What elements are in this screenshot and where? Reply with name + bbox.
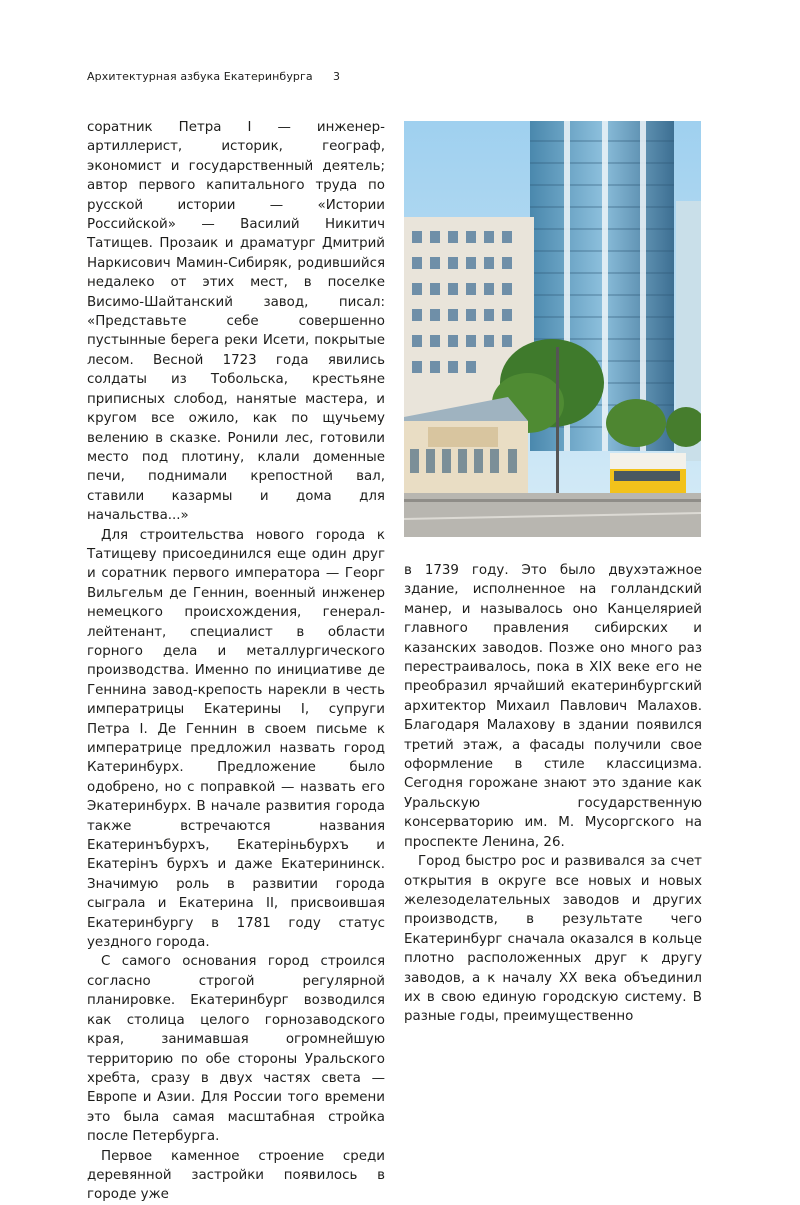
street-photo xyxy=(404,121,701,537)
paragraph: Город быстро рос и развивался за счет открытия в округе все новых и новых железоделательных заводов и других производств, в результате чего Екатеринбург сначала оказался в кольце плотно расположенных друг к другу заводов, а к началу XX века объединил их в свою единую городскую систему. В разные годы, преимущественно xyxy=(404,854,702,1025)
paragraph: соратник Петра I — инженер-артиллерист, историк, географ, экономист и государственный деятель; автор первого капитального труда по русской истории — «Истории Российской» — Василий Никитич Татищев. Прозаик и драматург Дмитрий Наркисович Мамин-Сибиряк, родившийся недалеко от этих мест, в поселке Висимо-Шайтанский завод, писал: «Представьте себе совершенно пустынные берега реки Исети, покрытые лесом. Весной 1723 года явились солдаты из Тобольска, крестьяне приписных слобод, нанятые мастера, и кругом все ожило, как по щучьему велению в сказке. Ронили лес, готовили место под плотину, клали доменные печи, поднимали крепостной вал, ставили казармы и дома для начальства...» xyxy=(87,120,385,524)
street-photo-illustration xyxy=(404,121,701,537)
paragraph: Первое каменное строение среди деревянной застройки появилось в городе уже xyxy=(87,1148,385,1203)
running-head: Архитектурная азбука Екатеринбурга xyxy=(87,70,313,83)
left-text-column xyxy=(87,118,385,1205)
page-number: 3 xyxy=(333,70,340,83)
paragraph: в 1739 году. Это было двухэтажное здание, исполненное на голландский манер, и называлось оно Канцелярией главного правления сибирских и казанских заводов. Позже оно много раз перестраивалось, пока в XIX веке его не преобразил ярчайший екатеринбургский архитектор Михаил Павлович Малахов. Благодаря Малахову в здании появился третий этаж, а фасады получили свое оформление в стиле классицизма. Сегодня горожане знают это здание как Уральскую государственную консерваторию им. М. Мусоргского на проспекте Ленина, 26. xyxy=(404,563,702,850)
right-text-column xyxy=(404,561,702,1027)
paragraph: С самого основания город строился согласно строгой регулярной планировке. Екатеринбург возводился как столица целого горнозаводского края, занимавшая огромнейшую территорию по обе стороны Уральского хребта, сразу в двух частях света — Европе и Азии. Для России того времени это была самая масштабная стройка после Петербурга. xyxy=(87,954,385,1145)
paragraph: Для строительства нового города к Татищеву присоединился еще один друг и соратник первого императора — Георг Вильгельм де Геннин, военный инженер немецкого происхождения, генерал-лейтенант, специалист в области горного дела и металлургического производства. Именно по инициативе де Геннина завод-крепость нарекли в честь императрицы Екатерины I, супруги Петра I. Де Геннин в своем письме к императрице предложил назвать город Катеринбурх. Предложение было одобрено, но с поправкой — назвать его Экатеринбурх. В начале развития города также встречаются названия Екатеринъбурхъ, Екатерiньбурхъ и Екатерiнъ бурхъ и даже Екатерининск. Значимую роль в развитии города сыграла и Екатерина II, присвоившая Екатеринбургу в 1781 году статус уездного города. xyxy=(87,527,385,951)
